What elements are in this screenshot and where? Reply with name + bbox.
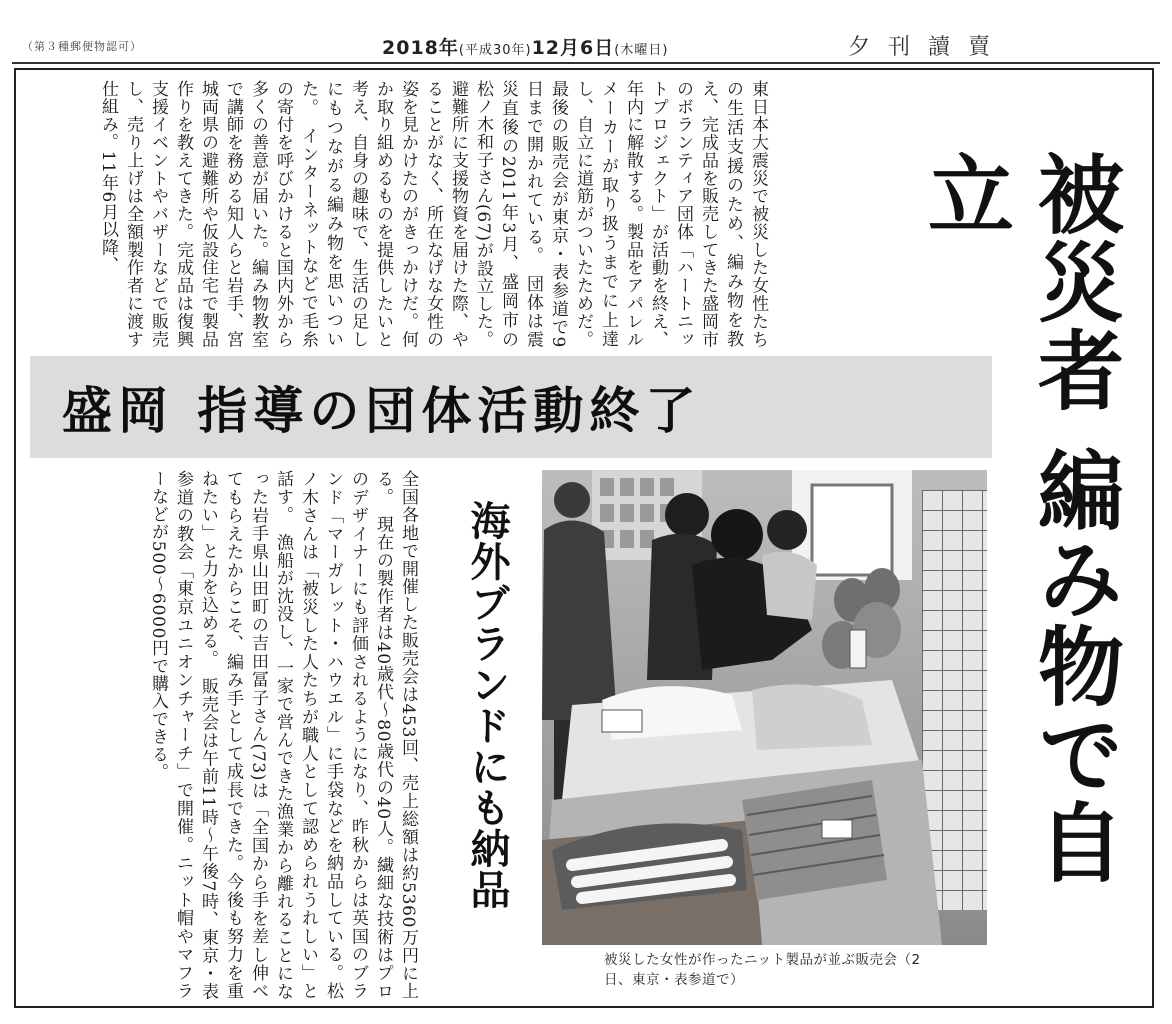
issue-date xyxy=(382,33,668,60)
date-era: (平成30年) xyxy=(458,43,532,58)
article-body-top: 東日本大震災で被災した女性たちの生活支援のため、編み物を教え、完成品を販売してきた盛岡市のボランティア団体「ハートニットプロジェクト」が活動を終え、年内に解散する。製品をアパレルメーカーが取り扱うまでに上達し、自立に道筋がついたためだ。最後の販売会が東京・表参道で9日まで開かれている。 団体は震災直後の2011年3月、盛岡市の松ノ木和子さん(67)が設立した。避難所に支援物資を届けた際、やることがなく、所在なげな女性の姿を見かけたのがきっかけだ。何か取り組めるものを提供したいと考え、自身の趣味で、生活の足しにもつながる編み物を思いついた。 インターネットなどで毛糸の寄付を呼びかけると国内外から多くの善意が届いた。編み物教室で講師を務める知人らと岩手、宮城両県の避難所や仮設住宅で製品作りを教えてきた。完成品は復興支援イベントやバザーなどで販売し、売り上げは全額製作者に渡す仕組み。11年6月以降、 xyxy=(98,80,768,348)
banner-headline xyxy=(30,356,992,458)
sub-headline: 海外ブランドにも納品 xyxy=(464,500,511,910)
photo-knit-sale xyxy=(542,470,987,945)
date-day: 12月6日 xyxy=(531,37,615,59)
date-year: 2018年 xyxy=(382,37,459,59)
postal-permit-label: （第３種郵便物認可） xyxy=(22,40,142,53)
banner-headline-text: 盛岡 指導の団体活動終了 xyxy=(62,382,702,440)
date-weekday: (木曜日) xyxy=(614,43,669,58)
article-body-bottom: 全国各地で開催した販売会は453回、売上総額は約5360万円に上る。 現在の製作者は40歳代〜80歳代の40人。繊細な技術はプロのデザイナーにも評価されるようになり、昨秋からは英国のブランド「マーガレット・ハウエル」に手袋などを納品している。松ノ木さんは「被災した人たちが職人として認められうれしい」と話す。 漁船が沈没し、一家で営んできた漁業から離れることになった岩手県山田町の吉田冨子さん(73)は「全国から手を差し伸べてもらえたからこそ、編み手として成長できた。今後も努力を重ねたい」と力を込める。 販売会は午前11時〜午後7時、東京・表参道の教会「東京ユニオンチャーチ」で開催。ニット帽やマフラーなどが500〜6000円で購入できる。 xyxy=(148,470,418,1000)
photo-caption: 被災した女性が作ったニット製品が並ぶ販売会（2日、東京・表参道で） xyxy=(604,952,921,988)
main-headline: 被災者 編み物で自立 xyxy=(913,150,1124,886)
newspaper-name: 夕刊讀賣 xyxy=(848,35,1009,60)
header-rule xyxy=(12,62,1160,64)
